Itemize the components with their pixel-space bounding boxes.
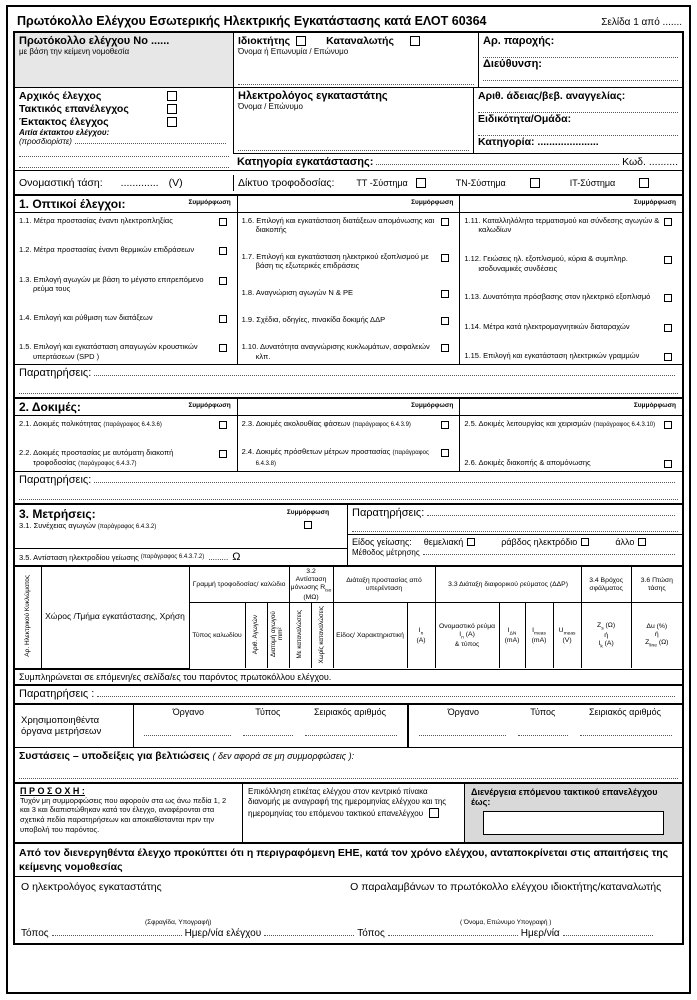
place-field-1[interactable]	[52, 935, 182, 936]
test-item-2-3: 2.3. Δοκιμές ακολουθίας φάσεων (παράγραφος 6.4.3.9)	[238, 418, 460, 431]
instruments-group-1	[133, 705, 407, 747]
checkbox-1-9[interactable]	[441, 317, 449, 325]
observations-field-2a[interactable]	[94, 482, 675, 483]
checkbox-2-4[interactable]	[441, 449, 449, 457]
it-system-label: IT-Σύστημα	[569, 177, 616, 188]
section3-left	[15, 505, 347, 565]
voltage-label: Ονομαστική τάση:	[19, 176, 103, 189]
observations-field-3a[interactable]	[427, 515, 675, 516]
reason-label: Αιτία έκτακτου ελέγχου:	[19, 128, 110, 137]
checkbox-1-2[interactable]	[219, 247, 227, 255]
address-field[interactable]	[483, 70, 678, 81]
col-umeas: $U_{meas}$ (V)	[553, 603, 581, 668]
header-row-2-right	[233, 88, 682, 170]
license-cell	[473, 88, 682, 153]
section3-right	[347, 505, 682, 565]
col-conductor-count: Αριθ. Αγωγών	[245, 603, 267, 668]
date-field[interactable]	[563, 935, 653, 936]
checkbox-1-8[interactable]	[441, 290, 449, 298]
checkbox-1-3[interactable]	[219, 277, 227, 285]
observations-field-4[interactable]	[97, 696, 675, 697]
installer-signature-label: Ο ηλεκτρολόγος εγκαταστάτης	[21, 881, 162, 894]
section1-items	[15, 212, 682, 364]
installation-category-label: Κατηγορία εγκατάστασης:	[237, 156, 374, 168]
checkbox-2-6[interactable]	[664, 460, 672, 468]
section2-col2-header	[237, 399, 460, 415]
attention-body: Τυχόν μη συμμορφώσεις που αφορούν στα ως άνω πεδία 1, 2 και 3 και διαπιστώθηκαν κατά τον έλεγχο, αναφέρονται στα σχετικά πεδία παρατηρήσεων και αποκαθίστανται πριν την υποβολή του παρόντος.	[20, 795, 227, 834]
section3-observations	[348, 505, 682, 534]
checklist-item-1-1: 1.1. Μέτρα προστασίας έναντι ηλεκτροπληξίας	[15, 215, 237, 227]
specialty-label: Ειδικότητα/Ομάδα:	[478, 113, 572, 125]
electrician-hint: Όνομα / Επώνυμο	[238, 102, 303, 111]
checklist-item-1-6: 1.6. Επιλογή και εγκατάσταση διατάξεων απομόνωσης και διακοπής	[238, 215, 460, 236]
owner-checkbox[interactable]	[296, 36, 306, 46]
place-label-1: Τόπος	[21, 928, 49, 940]
compliance-label-3: Συμμόρφωση	[633, 199, 677, 206]
form-body	[13, 31, 684, 945]
section2-header	[15, 397, 682, 415]
earthing-cell	[348, 534, 682, 559]
col-idn: $I_{\Delta N}$ (mA)	[499, 603, 525, 668]
supply-cell	[478, 33, 682, 87]
place-field-2[interactable]	[388, 935, 518, 936]
section1-col1	[15, 213, 237, 364]
header-row-2	[15, 87, 682, 170]
network-label: Δίκτυο τροφοδοσίας:	[238, 176, 335, 189]
page-title: Πρωτόκολλο Ελέγχου Εσωτερικής Ηλεκτρικής Εγκατάστασης κατά ΕΛΟΤ 60364	[17, 14, 487, 28]
col-in: $I_n$ (A)	[407, 603, 435, 668]
checkbox-1-4[interactable]	[219, 315, 227, 323]
supply-no-field[interactable]	[483, 47, 678, 58]
checkbox-1-15[interactable]	[664, 353, 672, 361]
observations-label-2: Παρατηρήσεις:	[19, 474, 92, 486]
earthing-rod-checkbox[interactable]	[581, 538, 589, 546]
col-without-loads: Χωρίς καταναλώσεις	[311, 603, 333, 668]
address-label: Διεύθυνση:	[483, 58, 542, 70]
item-3-1-label: 3.1. Συνέχειας αγωγών	[19, 521, 96, 530]
specialty-field[interactable]	[478, 125, 678, 136]
col-cable-type: Τύπος καλωδίου	[189, 603, 245, 668]
col-with-loads: Με καταναλώσεις	[289, 603, 311, 668]
category-label: Κατηγορία: .....................	[478, 136, 599, 148]
recommendations-field[interactable]	[19, 768, 678, 779]
section2-observations	[15, 471, 682, 503]
col-zs-ik: $Z_s$ (Ω) ή $I_k$ (A)	[581, 603, 631, 668]
compliance-label-4: Συμμόρφωση	[188, 402, 231, 409]
serial-field-2[interactable]	[580, 725, 672, 736]
checkbox-1-12[interactable]	[664, 256, 672, 264]
recommendations-label: Συστάσεις – υποδείξεις για βελτιώσεις	[19, 749, 210, 762]
section2-col1	[15, 416, 237, 471]
owner-name-hint: Όνομα ή Επωνυμία / Επώνυμο	[238, 47, 349, 56]
sticker-cell	[242, 784, 464, 842]
observations-label-3: Παρατηρήσεις:	[352, 507, 425, 519]
checklist-item-1-3: 1.3. Επιλογή αγωγών με βάση το μέγιστο επιτρεπόμενο ρεύμα τους	[15, 274, 237, 295]
recommendations-row	[15, 747, 682, 782]
observations-label-4: Παρατηρήσεις :	[19, 687, 95, 700]
table-continuation-note: Συμπληρώνεται σε επόμενη/ες σελίδα/ες του παρόντος πρωτοκόλλου ελέγχου.	[19, 671, 332, 682]
compliance-label-7: Συμμόρφωση	[286, 509, 330, 516]
owner-name-field[interactable]	[238, 74, 474, 85]
checkbox-2-3[interactable]	[441, 421, 449, 429]
periodic-check-checkbox[interactable]	[167, 104, 177, 114]
checklist-item-1-15: 1.15. Επιλογή και εγκατάσταση ηλεκτρικών γραμμών	[460, 350, 682, 362]
checkbox-3-1[interactable]	[304, 521, 312, 529]
electrician-label: Ηλεκτρολόγος εγκαταστάτης	[238, 90, 388, 102]
section1-col3	[459, 213, 682, 364]
electrician-cell	[233, 88, 473, 153]
network-cell	[233, 175, 682, 191]
checkbox-1-13[interactable]	[664, 294, 672, 302]
license-label: Αριθ. άδειας/βεβ. αναγγελίας:	[478, 90, 626, 102]
item-3-5-row: 3.5. Αντίσταση ηλεκτροδίου γείωσης (παράγραφος 6.4.3.7.2) ......... Ω	[15, 548, 347, 565]
protocol-no-cell	[15, 33, 233, 87]
measurement-table	[15, 567, 682, 669]
type-header-2: Τύπος	[530, 706, 556, 717]
observations-field-3b[interactable]	[352, 521, 678, 532]
table-continuation-row	[15, 669, 682, 684]
voltage-cell	[15, 175, 233, 191]
observations-field-1a[interactable]	[94, 375, 675, 376]
attention-row	[15, 782, 682, 842]
voltage-network-row	[15, 170, 682, 194]
owner-label: Ιδιοκτήτης	[238, 35, 291, 47]
checkbox-1-1[interactable]	[219, 218, 227, 226]
reason-hint: (προσδιορίστε)	[19, 137, 72, 146]
instrument-header-1: Όργανο	[172, 706, 204, 717]
extraordinary-check-checkbox[interactable]	[167, 117, 177, 127]
checkbox-2-1[interactable]	[219, 421, 227, 429]
section2-col3	[459, 416, 682, 471]
section1-title-cell	[15, 196, 237, 212]
next-recheck-date-field[interactable]	[483, 811, 664, 835]
sticker-checkbox[interactable]	[429, 808, 439, 818]
next-recheck-cell	[464, 784, 682, 842]
installer-signature-hint: (Σφραγίδα, Υπογραφή)	[144, 919, 212, 927]
serial-header-2: Σειριακός αριθμός	[588, 706, 661, 717]
col-location: Χώρος /Τμήμα εγκατάστασης, Χρήση	[41, 567, 189, 668]
statement-row	[15, 842, 682, 876]
group-voltage-drop: 3.6 Πτώση τάσης	[631, 567, 682, 603]
supply-no-label: Αρ. παροχής:	[483, 35, 555, 47]
consumer-checkbox[interactable]	[410, 36, 420, 46]
electrician-field[interactable]	[238, 140, 469, 151]
initial-check-label: Αρχικός έλεγχος	[19, 90, 102, 102]
checkbox-1-6[interactable]	[441, 218, 449, 226]
section2-title-cell	[15, 399, 237, 415]
checkbox-1-10[interactable]	[441, 344, 449, 352]
installation-code-label: Κωδ. ..........	[622, 156, 678, 168]
checklist-item-1-5: 1.5. Επιλογή και εγκατάσταση απαγωγών κρουστικών υπερτάσεων (SPD )	[15, 341, 237, 362]
group-supply-line: Γραμμή τροφοδοσίας/ καλώδιο	[189, 567, 289, 603]
serial-field-1[interactable]	[305, 725, 397, 736]
compliance-label-1: Συμμόρφωση	[188, 199, 231, 206]
owner-cell	[233, 33, 478, 87]
group-rcd: 3.3 Διάταξη διαφορικού ρεύματος (ΔΔΡ)	[435, 567, 581, 603]
initial-check-checkbox[interactable]	[167, 91, 177, 101]
license-field[interactable]	[478, 102, 678, 113]
checklist-item-1-8: 1.8. Αναγνώριση αγωγών N & PE	[238, 287, 460, 299]
section1-col2	[237, 213, 460, 364]
page-number: Σελίδα 1 από .......	[601, 17, 682, 28]
checkbox-1-11[interactable]	[664, 218, 672, 226]
date-label: Ημερ/νία	[520, 928, 560, 940]
instruments-group-2	[407, 705, 682, 747]
tn-system-checkbox[interactable]	[530, 178, 540, 188]
attention-cell	[15, 784, 242, 842]
instruments-row	[15, 703, 682, 747]
statement-text: Από τον διενεργηθέντα έλεγχο προκύπτει ότι η περιγραφόμενη ΕΗΕ, κατά τον χρόνο ελέγχου, ανταποκρίνεται στις απαιτήσεις της κείμενης νομοθεσίας	[19, 846, 669, 873]
section3	[15, 503, 682, 565]
checkbox-2-2[interactable]	[219, 450, 227, 458]
earthing-label: Είδος γείωσης:	[352, 537, 412, 547]
section1-header	[15, 194, 682, 212]
earthing-other-checkbox[interactable]	[638, 538, 646, 546]
checklist-item-1-13: 1.13. Δυνατότητα πρόσβασης στον ηλεκτρικό εξοπλισμό	[460, 291, 682, 303]
consumer-label: Καταναλωτής	[326, 35, 394, 47]
installation-category-row	[233, 153, 682, 170]
checklist-item-1-12: 1.12. Γειώσεις ηλ. εξοπλισμού, κύρια & συμπληρ. ισοδυναμικές συνδέσεις	[460, 253, 682, 274]
protocol-basis-label: με βάση την κείμενη νομοθεσία	[19, 47, 130, 56]
compliance-label-2: Συμμόρφωση	[411, 199, 454, 206]
protocol-no-label: Πρωτόκολλο ελέγχου Νο ......	[19, 35, 170, 47]
checklist-item-1-14: 1.14. Μέτρα κατά ηλεκτρομαγνητικών διαταραχών	[460, 321, 682, 333]
ohm-unit: Ω	[232, 551, 241, 563]
attention-title: Π Ρ Ο Σ Ο Χ Η :	[20, 785, 85, 796]
col-circuit-number: Αρ. Ηλεκτρικού Κυκλώματος	[15, 567, 41, 668]
voltage-unit: (V)	[168, 176, 183, 189]
checklist-item-1-2: 1.2. Μέτρα προστασίας έναντι θερμικών επιδράσεων	[15, 244, 237, 256]
type-field-2[interactable]	[518, 725, 568, 736]
observations-label-1: Παρατηρήσεις:	[19, 367, 92, 379]
item-3-5-label: 3.5. Αντίσταση ηλεκτροδίου γείωσης	[19, 552, 139, 562]
group-fault-loop: 3.4 Βρόχος σφάλματος	[581, 567, 631, 603]
measurement-table-wrap	[15, 565, 682, 669]
reason-field-2[interactable]	[19, 146, 229, 157]
section2-col2	[237, 416, 460, 471]
test-item-2-4: 2.4. Δοκιμές πρόσθετων μέτρων προστασίας (παράγραφος 6.4.3.8)	[238, 446, 460, 469]
col-rated-current: Ονομαστικό ρεύμα $I_n$ (A) & τύπος	[435, 603, 499, 668]
installation-category-field[interactable]	[376, 164, 619, 165]
group-overcurrent-protection: Διάταξη προστασίας από υπερένταση	[333, 567, 435, 603]
test-item-2-5: 2.5. Δοκιμές λειτουργίας και χειρισμών (παράγραφος 6.4.3.10)	[460, 418, 682, 431]
recommendations-note: ( δεν αφορά σε μη συμμορφώσεις ):	[212, 750, 355, 761]
type-header-1: Τύπος	[255, 706, 281, 717]
earthing-foundation-checkbox[interactable]	[467, 538, 475, 546]
earthing-rod-label: ράβδος ηλεκτρόδιο	[501, 537, 578, 547]
checklist-item-1-4: 1.4. Επιλογή και ρύθμιση των διατάξεων	[15, 312, 237, 324]
section1-col3-header	[459, 196, 682, 212]
section1-col2-header	[237, 196, 460, 212]
method-field[interactable]	[423, 554, 675, 555]
instrument-field-2[interactable]	[419, 725, 506, 736]
periodic-check-label: Τακτικός επανέλεγχος	[19, 103, 129, 115]
test-item-2-6: 2.6. Δοκιμές διακοπής & απομόνωσης	[460, 457, 682, 470]
test-item-2-1: 2.1. Δοκιμές πολικότητας (παράγραφος 6.4.3.6)	[15, 418, 237, 431]
table-observations	[15, 684, 682, 703]
col-device-kind: Είδος/ Χαρακτηριστική	[333, 603, 407, 668]
method-label: Μέθοδος μέτρησης	[352, 548, 420, 557]
group-insulation-resistance: 3.2 Αντίσταση μόνωσης $R_{iso}$ (ΜΩ)	[289, 567, 333, 603]
section2-col3-header	[459, 399, 682, 415]
checkbox-2-5[interactable]	[664, 421, 672, 429]
instrument-header-2: Όργανο	[447, 706, 479, 717]
tn-system-label: TN-Σύστημα	[455, 177, 506, 188]
checkbox-1-7[interactable]	[441, 254, 449, 262]
earthing-other-label: άλλο	[615, 537, 635, 547]
checklist-item-1-7: 1.7. Επιλογή και εγκατάσταση ηλεκτρικού εξοπλισμού με βάση τις εξωτερικές επιδράσεις	[238, 251, 460, 272]
type-field-1[interactable]	[243, 725, 293, 736]
section2-items	[15, 415, 682, 471]
tt-system-label: TT -Σύστημα	[356, 177, 408, 188]
test-item-2-2: 2.2. Δοκιμές προστασίας με αυτόματη διακοπή τροφοδοσίας (παράγραφος 6.4.3.7)	[15, 447, 237, 469]
checklist-item-1-10: 1.10. Δυνατότητα αναγνώρισης κυκλωμάτων, ασφαλειών κλπ.	[238, 341, 460, 362]
section1-title: 1. Οπτικοί έλεγχοι:	[19, 197, 126, 211]
form-page	[6, 5, 691, 994]
signatures-row	[15, 876, 682, 943]
section2-title: 2. Δοκιμές:	[19, 400, 81, 414]
col-imeas: $I_{meas}$ (mA)	[525, 603, 553, 668]
section3-title: 3. Μετρήσεις:	[19, 507, 96, 521]
reason-field[interactable]	[75, 143, 226, 144]
receiver-signature-label: Ο παραλαμβάνων το πρωτόκολλο ελέγχου ιδιοκτήτης/καταναλωτής	[350, 881, 662, 894]
reason-field-3[interactable]	[19, 157, 229, 168]
section3-title-cell: 3. Μετρήσεις: 3.1. Συνέχειας αγωγών (παράγραφος 6.4.3.2) Συμμόρφωση	[15, 505, 347, 548]
checklist-item-1-11: 1.11. Καταλληλόλητα τερματισμού και σύνδεσης αγωγών & καλωδίων	[460, 215, 682, 236]
resistance-field[interactable]: .........	[208, 552, 229, 562]
checkbox-1-5[interactable]	[219, 344, 227, 352]
title-bar	[13, 10, 684, 31]
col-voltage-drop: Δu (%) ή $Z_{line}$ (Ω)	[631, 603, 682, 668]
header-row-1	[15, 33, 682, 87]
col-cross-section: Διατομή αγωγού mm²	[267, 603, 289, 668]
earthing-foundation-label: θεμελιακή	[423, 537, 464, 547]
voltage-field[interactable]: .............	[120, 176, 159, 189]
extraordinary-check-label: Έκτακτος έλεγχος	[19, 116, 109, 128]
place-label-2: Τόπος	[357, 928, 385, 940]
compliance-label-5: Συμμόρφωση	[411, 402, 454, 409]
check-date-field[interactable]	[264, 935, 354, 936]
compliance-label-6: Συμμόρφωση	[633, 402, 677, 409]
instruments-label: Χρησιμοποιηθέντα όργανα μετρήσεων	[21, 714, 102, 737]
check-type-cell	[15, 88, 233, 170]
section1-observations	[15, 364, 682, 397]
instrument-field-1[interactable]	[144, 725, 231, 736]
checklist-item-1-9: 1.9. Σχέδια, οδηγίες, πινακίδα δοκιμής ΔΔΡ	[238, 314, 460, 326]
check-date-label: Ημερ/νία ελέγχου	[184, 928, 262, 940]
serial-header-1: Σειριακός αριθμός	[313, 706, 386, 717]
it-system-checkbox[interactable]	[639, 178, 649, 188]
sticker-note: Επικόλληση ετικέτας ελέγχου στον κεντρικό πίνακα διανομής με αναγραφή της ημερομηνίας ελέγχου και της ημερομηνίας του επόμενου τακτικού επανελέγχου	[248, 786, 447, 818]
next-recheck-label: Διενέργεια επόμενου τακτικού επανελέγχου έως:	[471, 786, 658, 807]
receiver-signature-hint: ( Όνομα, Επώνυμο Υπογραφή )	[459, 919, 552, 927]
observations-field-2b[interactable]	[19, 489, 678, 500]
tt-system-checkbox[interactable]	[416, 178, 426, 188]
observations-field-1b[interactable]	[19, 383, 678, 394]
checkbox-1-14[interactable]	[664, 324, 672, 332]
